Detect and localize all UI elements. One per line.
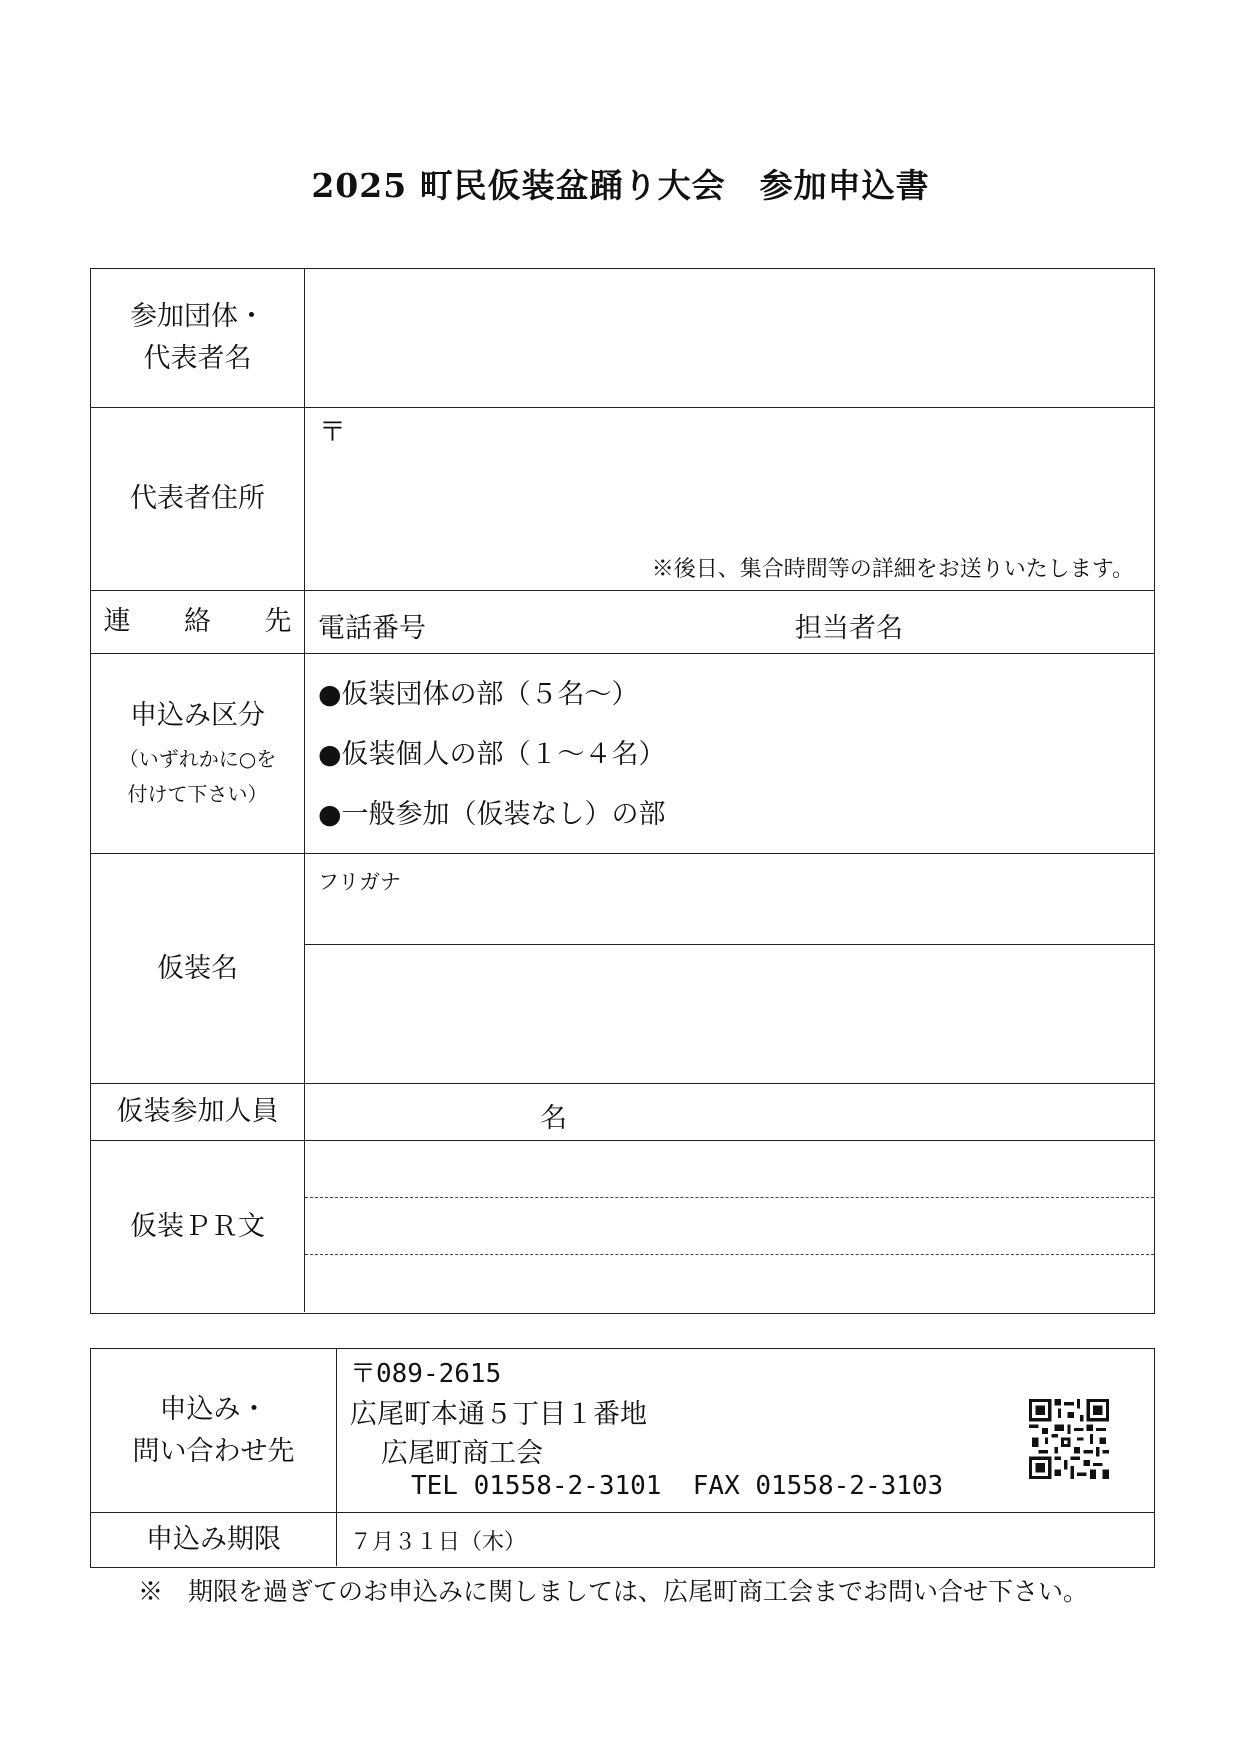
- postal-mark: 〒: [319, 417, 346, 448]
- qr-code-icon[interactable]: [1029, 1399, 1109, 1479]
- application-form-table: [90, 268, 1155, 1314]
- participants-unit: 名: [540, 1103, 567, 1134]
- inquiry-label-line1: 申込み・: [159, 1393, 268, 1425]
- footer-note: ※ 期限を過ぎてのお申込みに関しましては、広尾町商工会までお問い合せ下さい。: [138, 1577, 1089, 1606]
- costume-name-label-text: 仮装名: [157, 952, 238, 984]
- address-label-text: 代表者住所: [130, 483, 265, 515]
- category-hint-line1: （いずれかに○を: [118, 747, 277, 772]
- inquiry-label-line2: 問い合わせ先: [132, 1435, 295, 1467]
- participants-row: [91, 1084, 1154, 1141]
- category-option-individual[interactable]: ●仮装個人の部（１～４名）: [318, 739, 666, 770]
- contact-label-char-1: 連: [103, 606, 131, 638]
- category-label-text: 申込み区分: [130, 699, 265, 731]
- pr-dashed-line-1: [305, 1197, 1154, 1198]
- contact-field[interactable]: [305, 591, 1154, 653]
- address-note: ※後日、集合時間等の詳細をお送りいたします。: [651, 557, 1134, 582]
- inquiry-org: 広尾町商工会: [381, 1438, 543, 1469]
- person-in-charge-label: 担当者名: [795, 613, 903, 644]
- costume-name-fields: [305, 854, 1154, 1083]
- form-title: 2025 町民仮装盆踊り大会 参加申込書: [311, 166, 930, 205]
- category-hint-line2: 付けて下さい）: [127, 782, 268, 807]
- address-field[interactable]: [305, 408, 1154, 590]
- furigana-field[interactable]: [305, 854, 1154, 944]
- contact-label-text: [104, 601, 292, 643]
- inquiry-row: [91, 1349, 1154, 1513]
- participants-label: [91, 1084, 305, 1140]
- costume-name-row: [91, 854, 1154, 1084]
- category-label: [91, 654, 305, 853]
- deadline-label-text: 申込み期限: [146, 1523, 281, 1555]
- pr-label-text: 仮装ＰＲ文: [130, 1210, 265, 1242]
- furigana-divider: [305, 944, 1154, 945]
- group-label-line1: 参加団体・: [130, 301, 265, 333]
- pr-text-field[interactable]: [305, 1141, 1154, 1312]
- participants-label-text: 仮装参加人員: [116, 1096, 279, 1128]
- group-name-field[interactable]: [305, 269, 1154, 407]
- category-row: [91, 654, 1154, 854]
- group-label: [91, 269, 305, 407]
- furigana-label: フリガナ: [318, 870, 401, 894]
- contact-info-table: [90, 1348, 1155, 1568]
- deadline-value: ７月３１日（木）: [350, 1530, 527, 1555]
- inquiry-details: [337, 1349, 1154, 1512]
- group-row: [91, 269, 1154, 408]
- pr-dashed-line-2: [305, 1254, 1154, 1255]
- category-options: [305, 654, 1154, 853]
- contact-label: [91, 591, 305, 653]
- contact-label-char-2: 絡: [184, 606, 211, 638]
- contact-label-char-3: 先: [264, 606, 292, 638]
- costume-name-field[interactable]: [305, 946, 1154, 1083]
- costume-name-label: [91, 854, 305, 1083]
- category-option-group[interactable]: ●仮装団体の部（５名～）: [318, 679, 639, 710]
- participants-field[interactable]: [305, 1084, 1154, 1140]
- inquiry-address: 広尾町本通５丁目１番地: [350, 1399, 647, 1430]
- inquiry-tel-fax: TEL 01558-2-3101 FAX 01558-2-3103: [411, 1471, 944, 1501]
- category-option-general[interactable]: ●一般参加（仮装なし）の部: [318, 799, 666, 830]
- address-label: [91, 408, 305, 590]
- deadline-row: [91, 1513, 1154, 1566]
- deadline-value-cell: [337, 1513, 1154, 1566]
- phone-label: 電話番号: [318, 613, 426, 644]
- deadline-label: [91, 1513, 337, 1566]
- contact-row: [91, 591, 1154, 654]
- inquiry-label: [91, 1349, 337, 1512]
- pr-row: [91, 1141, 1154, 1312]
- pr-label: [91, 1141, 305, 1312]
- inquiry-postal: 〒089-2615: [350, 1359, 502, 1389]
- group-label-line2: 代表者名: [143, 343, 252, 374]
- address-row: [91, 408, 1154, 591]
